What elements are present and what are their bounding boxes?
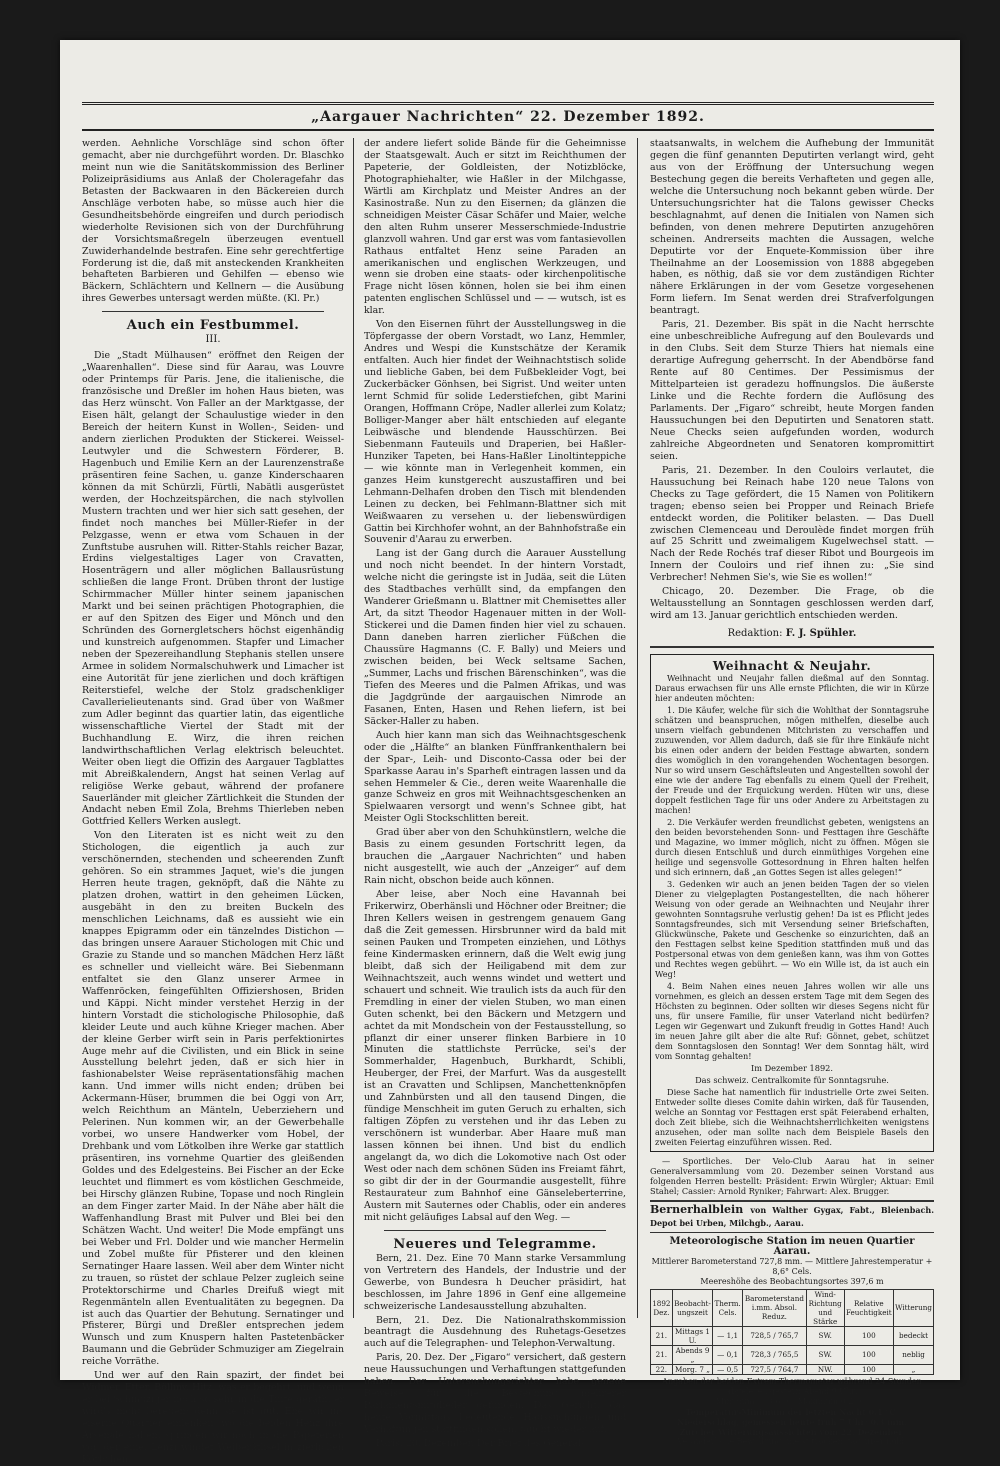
notice-remark: Diese Sache hat namentlich für industrielle Orte zwei Seiten. Entweder sollte dieses Comite dahin wirken, daß für Tausenden, welche an Sonntag vor Festtagen erst spät Feierabend erhalten, doch Zeit bliebe, sich die Weihnachtsherrlichkeiten wenigstens anzusehen, oder man sollte nach dem Beispiele Basels den zweiten Feiertag einzuführen wissen. Red. <box>655 1087 929 1148</box>
table-cell: neblig <box>894 1345 934 1364</box>
table-cell: — 1,1 <box>713 1326 743 1345</box>
table-row <box>651 1326 934 1345</box>
notice-date: Im Dezember 1892. <box>751 1063 833 1074</box>
column-rule-1 <box>353 138 354 1318</box>
advertisement <box>650 1200 934 1233</box>
divider <box>102 311 324 312</box>
table-cell: 728,5 / 765,7 <box>742 1326 806 1345</box>
table-cell: 100 <box>844 1345 893 1364</box>
table-cell: NW. <box>806 1364 844 1374</box>
telegram: Paris, 21. Dezember. Bis spät in die Nacht herrschte eine unbeschreibliche Aufregung auf den Boulevards und in den Clubs. Seit dem Sturze Thiers hat niemals eine derartige Aufregung geherrscht. In der Abendbörse fand Rente auf 80 Centimes. Der Pessimismus der Mittelparteien ist geradezu hoffnungslos. Die äußerste Linke und die Rechte fordern die Auflösung des Parlaments. Der „Figaro“ schreibt, heute Morgen fanden Haussuchungen bei den Deputirten und Senatoren statt. Neue Checks seien aufgefunden worden, wodurch zahlreiche Abgeordneten und Senatoren kompromittirt seien. <box>650 319 934 462</box>
table-cell: — 0,1 <box>713 1345 743 1364</box>
article-paragraph: Aber leise, aber Noch eine Havannah bei Frikerwirz, Oberhänsli und Höchner oder Breitner; die Ihren Kellers weisen in gestrengem genauem Gang daß die Zeit gemessen. Hirsbrunner wird da bald mit seinen Pauken und Trompeten einziehen, und Löthys feine Kindermasken erinnern, daß die Welt ewig jung bleibt, daß sich der Heiligabend mit dem zur Weihnachtszeit, auch wenns windet und wettert und schauert und schneit. Wie traulich ists da auch für den Fremdling in einer der vielen Stuben, wo man einen Guten schenkt, bei den Bäckern und Metzgern und achtet da mit Mondschein von der Festausstellung, so pflanzt dir einer unserer flinken Barbiere in 10 Minuten die stattlichste Perrücke, sei's der Sommerhalder, Hagenbuch, Burkhardt, Schibli, Heuberger, der Frei, der Marfurt. Was da ausgestellt ist an Cravatten und Schlipsen, Manchettenknöpfen und Zahnbürsten und all den tausend Dingen, die fündige Menschheit im guten Geruch zu erhalten, sich faltigen Zöpfen zu verstehen und ihr das Leben zu verschönern ist wunderbar. Aber Haare muß man lassen können bei ihnen. Und bist du endlich angelangt da, wo dich die Lokomotive nach Ost oder West oder nach dem schönen Süden ins Freiamt fährt, so gibt dir der in der Gourmandie ausgestellt, führe Restaurateur zum Bahnhof eine Gänseleberterrine, Austern mit Sauternes oder Chablis, oder ein anderes mit nicht geläufiges Labsal auf den Weg. — <box>364 889 626 1223</box>
notice-item: 2. Die Verkäufer werden freundlichst gebeten, wenigstens an den beiden bevorstehenden Sonn- und Festtagen ihre Geschäfte und Magazine, wo immer möglich, nicht zu öffnen. Mögen sie durch diesen Entschluß und durch einmüthiges Vorgehen eine heilige und segensvolle Gottesordnung in Ehren halten helfen und sich erinnern, daß „an Gottes Segen ist alles gelegen!“ <box>655 817 929 878</box>
weather-footnote: Angaben der beiden Extrem-Thermometer während 24 Stunden abgelesen gestern Abend 9 Uhr: <box>662 1376 922 1396</box>
table-cell: 22. <box>651 1364 673 1374</box>
notice-item: 3. Gedenken wir auch an jenen beiden Tagen der so vielen Diener zu vielgeplagten Postangestellten, die nach höherer Weisung von oder gerade an Weihnachten und Neujahr ihrer gewohnten Sonntagsruhe verlustig gehen! Da ist es Pflicht jedes Sonntagsfreundes, sich mit Versendung seiner Briefschaften, Glückwünsche, Pakete und Geschenke so einzurichten, daß an den Festtagen selbst keine Spedition stattfinden muß und das Postpersonal etwas von dem genießen kann, was ihm von Gottes und Rechtes wegen gebührt. — Wo ein Wille ist, da ist auch ein Weg! <box>655 879 929 980</box>
table-cell: 100 <box>844 1364 893 1374</box>
article-paragraph: Von den Eisernen führt der Ausstellungsweg in die Töpfergasse der obern Vorstadt, wo Lanz, Hemmler, Andres und Wespi die Kunstschätze der Keramik entfalten. Auch hier findet der Weihnachtstisch solide und liebliche Gaben, bei dem Fußbekleider Vogt, bei Zuckerbäcker Gönhsen, bei Sigrist. Und weiter unten lernt Schmid für solide Lederstiefchen, gibt Marini Orangen, Hoffmann Cröpe, Nadler allerlei zum Kolatz; Bolliger-Manger aber hält entschieden auf elegante Leibwäsche und blendende Hausschürzen. Bei Siebenmann Fauteuils und Draperien, bei Haßler-Hunziker Tapeten, bei Hans-Haßler Linoltinteppiche — wie könnte man in Verlegenheit kommen, ein ganzes Heim kunstgerecht auszustaffiren und bei Lehmann-Delhafen droben den Tisch mit blendenden Leinen zu decken, bei Fehlmann-Blattner sich mit Weißwaaren zu versehen u. der liebenswürdigen Gattin bei Kirchhofer wohnt, an der Bahnhofstraße ein Souvenir d'Aarau zu erwerben. <box>364 319 626 546</box>
table-row <box>651 1345 934 1364</box>
notice-intro: Weihnacht und Neujahr fallen dießmal auf den Sonntag. Daraus erwachsen für uns Alle ernste Pflichten, die wir in Kürze hier andeuten möchten: <box>655 673 929 704</box>
article-paragraph: Die „Stadt Mülhausen“ eröffnet den Reigen der „Waarenhallen“. Diese sind für Aarau, was Louvre oder Printemps für Paris. Jene, die italienische, die französische und Dreßler im hohen Haus bieten, was das Herz wünscht. Von Faller an der Marktgasse, der Eisen hält, gelangt der Schaulustige wieder in den Bereich der heitern Kunst in Wollen-, Seiden- und andern zierlichen Produkten der Stickerei. Weissel-Leutwyler und die Schwestern Förderer, B. Hagenbuch und Emilie Kern an der Laurenzenstraße präsentiren feine Sachen, u. ganze Kinderschaaren können da mit Schürzli, Fürtli, Nabätli ausgerüstet werden, der Hochzeitspärchen, die nach stylvollen Mustern trachten und wer hier sich satt gesehen, der findet noch manches bei Müller-Riefer in der Pelzgasse, wenn er etwa vom Schauen in der Zunftstube ausruhen will. Ritter-Stahls reicher Bazar, Erdins vielgestaltiges Lager von Cravatten, Hosenträgern und aller möglichen Ballausrüstung schließen die lange Front. Drüben thront der lustige Schirmmacher Müller hinter seinem japanischen Markt und bei seinen prächtigen Photographien, die er auf den Spitzen des Eiger und Mönch und den Schründen des Gornergletschers höchst eigenhändig und kunstreich aufgenommen. Stapfer und Limacher neben der Spezereihandlung Stephanis stellen unsere Armee in solidem Normalschuhwerk und Limacher ist eine Autorität für jene zierlichen und doch kräftigen Reiterstiefel, welche der Stolz gradschenkliger Cavallerielieutenants sind. Grad über von Waßmer zum Adler beginnt das quartier latin, das eigentliche wissenschaftliche Viertel der Stadt mit der Buchhandlung E. Wirz, die ihren reichen landwirthschaftlichen Verlag elektrisch beleuchtet. Weiter oben liegt die Offizin des Aargauer Tagblattes mit Abreißkalendern, Angst hat seinen Verlag auf religiöse Werke gebaut, während der profanere Sauerländer mit gleicher Zärtlichkeit die Stunden der Andacht neben Emil Zola, Brehms Thierleben neben Gottfried Kellers Werken auslegt. <box>82 350 344 828</box>
article-paragraph: Von den Literaten ist es nicht weit zu den Stichologen, die eigentlich ja auch zur verschönernden, stechenden und scheerenden Zunft gehören. So ein strammes Jaquet, wie's die jungen Herren heute tragen, geknöpft, daß die Nähte zu platzen drohen, wattirt in den geheimen Lücken, ausgebäht in den zu breiten Buckeln des menschlichen Leichnams, daß es aussieht wie ein knappes Epigramm oder ein tänzelndes Distichon — das bringen unsere Aarauer Stichologen mit Chic und Grazie zu Stande und so manchen Mädchen Herz läßt es schneller und vielleicht wäre. Bei Siebenmann entfaltet sie den Glanz unserer Armee in Waffenröcken, feingefühlten Offiziershosen, Briden und Käppi. Nicht minder verstehet Herzig in der hintern Vorstadt die stichologische Philosophie, daß kleider Leute und auch kühne Krieger machen. Aber der kleine Gerber wirft sein in Paris perfektionirtes Auge mehr auf die Civilisten, und ein Blick in seine Ausstellung belehrt jeden, daß er sich hier in fashionabelster Weise repräsentationsfähig machen kann. Und immer wills nicht enden; drüben bei Ackermann-Hüser, brummen die bei Oggi von Arr, welch Reichthum an Mänteln, Ueberziehern und Pelerinen. Nun kommen wir, an der Gewerbehalle vorbei, wo unsere Handwerker vom Hobel, der Drehbank und vom Lötkolben ihre Werke gar stattlich präsentiren, ins vornehme Quartier des gleißenden Goldes und des Edelgesteins. Bei Fischer an der Ecke leuchtet und flimmert es vom köstlichen Geschmeide, bei Hirschy glänzen Rubine, Topase und noch Ringlein an dem Finger zarter Maid. In der Nähe aber hält die Waffenhandlung Brast mit Pulver und Blei bei den Schätzen Wacht. Und weiter! Die Mode empfängt uns bei Weber und Frl. Dolder und wie mancher Hermelin und Zobel mußte für Pfisterer und den kleinen Sernatinger Haare lassen. Weil aber dem Winter nicht zu trauen, so rüstet der schlaue Pelzer zugleich seine Protektorschirme und Charles Dreifuß wiegt mit Regenmänteln allen Eventualitäten zu begegnen. Da ist auch das Quartier der Behutung. Sernatinger und Pfisterer, Bürgi und Dreßler entsprechen jedem Wunsch und zum Knuspern halten Pastetenbäcker Baumann und die Gebrüder Schmuziger am Ziegelrain reiche Vorräthe. <box>82 830 344 1368</box>
weather-title: Meteorologische Station im neuen Quartier Aarau. <box>669 1235 915 1257</box>
weather-report <box>650 1237 934 1447</box>
table-cell: Mittags 1 U. <box>672 1326 712 1345</box>
editor-label: Redaktion: <box>727 628 783 640</box>
notice-heading: Weihnacht & Neujahr. <box>712 659 872 674</box>
table-cell: SW. <box>806 1345 844 1364</box>
weather-line: Meereshöhe des Beobachtungsortes 397,6 m <box>700 1276 884 1286</box>
telegram: Bern, 21. Dez. Die Nationalrathskommission beantragt die Ausdehnung des Ruhetags-Gesetzes auch auf die Telegraphen- und Telephon-Verwaltung. <box>364 1314 626 1350</box>
notice-item: 4. Beim Nahen eines neuen Jahres wollen wir alle uns vornehmen, es gleich an dessen erstem Tage mit dem Segen des Höchsten zu beginnen. Oder sollten wir dieses Segens nicht für uns, für unsere Familie, für unser Vaterland nicht bedürfen? Legen wir Gegenwart und Zukunft freudig in Gottes Hand! Auch im neuen Jahre gilt aber die alte Ruf: Gönnet, gebet, schützet dem Sonntagslosen den Sonntag! Wer dem Sonntag hält, wird vom Sonntag gehalten! <box>655 981 929 1062</box>
telegram: Paris, 21. Dezember. In den Couloirs verlautet, die Haussuchung bei Reinach habe 120 neue Talons von Checks zu Tage gefördert, die 15 Namen von Politikern tragen; ebenso seien bei Propper und Reinach Briefe entdeckt worden, die Politiker belasten. — Das Duell zwischen Clemenceau und Deroulède findet morgen früh auf 25 Schritt und zweimaligem Kugelwechsel statt. — Nach der Rede Rochés traf dieser Ribot und Bourgeois im Innern der Couloirs und rief ihnen zu: „Sie sind Verbrecher! Nehmen Sie's, wie Sie es wollen!“ <box>650 464 934 584</box>
table-cell: 21. <box>651 1345 673 1364</box>
telegram: Paris, 20. Dez. Der „Figaro“ versichert, daß gestern neue Haussuchungen und Verhaftungen stattgefunden haben. Der Untersuchungsrichter habe genaue Beweise für die Bestechung mehrerer Parlamentsmitglieder gefunden. Das Gericht, das heute Vormittags bedeutende Haussuchungen und Verhaftungen stattfinden sollen, taucht wieder auf. <box>364 1352 626 1436</box>
telegram: Paris, 20. Dezember. Der Brief des General- <box>376 1438 585 1450</box>
column-2 <box>364 138 626 1450</box>
ad-details: von Walther Gygax, Fabt., Bleienbach. Depot bei Urben, Milchgb., Aarau. <box>650 1205 934 1229</box>
table-header-row <box>651 1289 934 1326</box>
weather-footnote: Temperatur-Minimum der letzten Nacht 0,1 °C. <box>685 1406 899 1417</box>
table-cell: 100 <box>844 1326 893 1345</box>
table-header: Therm. Cels. <box>713 1289 743 1326</box>
table-header: Barometerstand i.mm. Absol. Reduz. <box>742 1289 806 1326</box>
weather-footnote: Veränderliche Bewölkung, meist trocken, tagsüber mild. <box>677 1436 907 1446</box>
telegram: staatsanwalts, in welchem die Aufhebung der Immunität gegen die fünf genannten Deputirten verlangt wird, geht aus von der Eröffnung der Untersuchung wegen Bestechung gegen die bereits Verhafteten und gegen alle, welche die Untersuchung noch bekannt geben würde. Der Untersuchungsrichter hat die Talons gewisser Checks beschlagnahmt, auf denen die Initialen von Namen sich befinden, von denen mehrere Deputirten anzugehören scheinen. Andrerseits machten die Aussagen, welche Deputirte vor der Enquete-Kommission über ihre Theilnahme an der Loosemission von 1888 abgegeben haben, es nöthig, daß sie vor dem zuständigen Richter nähere Erklärungen in der vom Gesetze vorgesehenen Form liefern. Im Senat werden drei Strafverfolgungen beantragt. <box>650 138 934 317</box>
article-paragraph: Und wer auf den Rain spazirt, der findet bei Widmer, Etter, Böllmy, Hitz, was er begehrt, und wenn er bei Schmuziger noch so sehr in die Tinte geräth, er wird's nicht bereuen; denn sie ist gut. Ehe wir ins eiserne Quartier einlenken, wo die beiden Henz ihre Arsenale haben, springen wir noch in die Papeterien vor, der eine, Lenzi windet Weiberäthsel in zierlichen Körbchen, <box>82 1370 344 1465</box>
notice-signature: Das schweiz. Centralkomite für Sonntagsruhe. <box>695 1075 889 1086</box>
table-cell: 727,5 / 764,7 <box>742 1364 806 1374</box>
table-cell: 21. <box>651 1326 673 1345</box>
table-header: Wind-Richtung und Stärke <box>806 1289 844 1326</box>
table-header: 1892 Dez. <box>651 1289 673 1326</box>
divider <box>384 1230 606 1231</box>
column-1 <box>82 138 344 1465</box>
article-heading: Auch ein Festbummel. <box>126 318 300 334</box>
table-cell: Abends 9 „ <box>672 1345 712 1364</box>
editor-name: F. J. Spühler. <box>785 628 857 640</box>
table-cell: bedeckt <box>894 1326 934 1345</box>
table-cell: — 0,5 <box>713 1364 743 1374</box>
article-subheading: III. <box>205 334 221 346</box>
ad-title: Bernerhalblein <box>650 1203 744 1217</box>
masthead-title: „Aargauer Nachrichten“ 22. Dezember 1892. <box>311 109 705 125</box>
telegram: Chicago, 20. Dezember. Die Frage, ob die Weltausstellung an Sonntagen geschlossen werden darf, wird am 13. Januar gerichtlich entschieden werden. <box>650 586 934 622</box>
telegram: Bern, 21. Dez. Eine 70 Mann starke Versammlung von Vertretern des Handels, der Industrie und der Gewerbe, von Bundesra h Deucher präsidirt, hat beschlossen, im Jahre 1896 in Genf eine allgemeine schweizerische Landesausstellung abzuhalten. <box>364 1252 626 1312</box>
notice-item: 1. Die Käufer, welche für sich die Wohlthat der Sonntagsruhe schätzen und beanspruchen, mögen mithelfen, dieselbe auch unsern vielfach gebundenen Mitchristen zu verschaffen und zuzuwenden, vor Allem dadurch, daß sie für ihre Einkäufe nicht bis einen oder andern der beiden Festtage abwarten, sondern dies womöglich in den vorangehenden Wochentagen besorgen. Nur so wird unsern Geschäftsleuten und Angestellten sowohl der eine wie der andere Tag ebenfalls zu einem Quell der Freiheit, der Freude und der Erquickung werden. Hüten wir uns, diese doppelt festlichen Tage für uns oder Andere zu Arbeitstagen zu machen! <box>655 705 929 816</box>
newspaper-page <box>60 40 960 1465</box>
table-header: Beobacht-ungszeit <box>672 1289 712 1326</box>
weather-line: Mittlerer Barometerstand 727,8 mm. — Mittlere Jahrestemperatur + 8,6° Cels. <box>651 1256 933 1276</box>
telegrams-heading: Neueres und Telegramme. <box>393 1236 597 1252</box>
column-3 <box>650 138 934 1446</box>
article-paragraph: der andere liefert solide Bände für die Geheimnisse der Staatsgewalt. Auch er sitzt im Reichthumen der Papeterie, der Goldleisten, der Notizblöcke, Photographiehalter, wie Haßler in der Milchgasse, Wärtli am Kirchplatz und Meister Andres an der Kasinostraße. Nun zu den Eisernen; da glänzen die schneidigen Meister Cäsar Schäfer und Maier, welche den alten Ruhm unserer Messerschmiede-Industrie glanzvoll wahren. Und gar erst was vom fantasievollen Rathaus entfaltet Henz seine Paraden an amerikanischen und englischen Werkzeugen, und wenn sie droben eine staats- oder kirchenpolitische Frage nicht lösen können, holen sie bei ihm einen patenten englischen Schlüssel und — — wutsch, ist es klar. <box>364 138 626 317</box>
column-rule-2 <box>637 138 638 1318</box>
article-paragraph: Auch hier kann man sich das Weihnachtsgeschenk oder die „Hälfte“ an blanken Fünffrankenthalern bei der Spar-, Leih- und Disconto-Cassa oder bei der Sparkasse Aarau in's Sparheft eintragen lassen und da sehen Hemmeler & Cie., deren weite Waarenhalle die ganze Schweiz en gros mit Weihnachtsgeschenken an Spielwaaren versorgt und wenn's Schnee gibt, hat Meister Ogli Stockschlitten bereit. <box>364 729 626 825</box>
article-continuation: werden. Aehnliche Vorschläge sind schon öfter gemacht, aber nie durchgeführt worden. Dr. Blaschko meint nun wie die Sanitätskommission des Berliner Polizeipräsidiums aus Anlaß der Choleragefahr das Betasten der Backwaaren in den Bäckereien durch Anschläge verboten habe, so müsse auch hier die Gesundheitsbehörde eingreifen und durch periodisch wiederholte Revisionen sich von der Durchführung der Vorsichtsmaßregeln überzeugen eventuell Zuwiderhandelnde bestrafen. Eine sehr gerechtfertige Forderung ist die, daß mit ansteckenden Krankheiten behafteten Barbieren und Gehilfen — ebenso wie Bäckern, Schlächtern und Kellnern — die Ausübung ihres Gewerbes untersagt werden müßte. (Kl. Pr.) <box>82 138 344 305</box>
table-cell: SW. <box>806 1326 844 1345</box>
table-header: Witterung <box>894 1289 934 1326</box>
weather-footnote: Minimum — 3,6 °C. Maximum 0,2 °C. <box>715 1396 869 1406</box>
weather-footnote: Niederschlag, gemessen heute früh 7 Uhr: 0,3 mm. <box>677 1416 907 1427</box>
weather-table <box>650 1289 934 1375</box>
article-paragraph: Lang ist der Gang durch die Aarauer Ausstellung und noch nicht beendet. In der hintern Vorstadt, welche nicht die geringste ist in Judäa, seit die Lüten des Stadtbaches verhüllt sind, da empfangen den Wanderer Grießmann u. Blattner mit Chemisettes aller Art, da sitzt Theodor Hagenauer mitten in der Woll-Stickerei und die Damen finden hier viel zu schauen. Dann daneben harren zierlicher Füßchen die Chaussüre Hagmanns (C. F. Bally) und Meiers und zwischen beiden, bei Weck seltsame Sachen, „Summer, Lachs und frischen Bärenschinken“, was die Tiefen des Meeres und die Palmen Afrikas, und was die Jagdgründe der aargauischen Nimrode an Fasanen, Enten, Hasen und Rehen liefern, ist bei Säcker-Haller zu haben. <box>364 548 626 727</box>
article-paragraph: Grad über aber von den Schuhkünstlern, welche die Basis zu einem gesunden Fortschritt legen, da brauchen die „Aargauer Nachrichten“ und haben nicht ausgestellt, wie auch der „Anzeiger“ auf dem Rain nicht, obschon beide auch können. <box>364 827 626 887</box>
editor-line <box>650 628 934 640</box>
weather-footnote: Zürcher Witterungsaussichten vom 22. Dezember. <box>679 1426 905 1437</box>
sunday-rest-notice <box>650 654 934 1152</box>
table-cell: 728,3 / 765,5 <box>742 1345 806 1364</box>
table-cell: Morg. 7 „ <box>672 1364 712 1374</box>
table-header: Relative Feuchtigkeit <box>844 1289 893 1326</box>
masthead <box>82 102 934 131</box>
table-row <box>651 1364 934 1374</box>
sport-news: — Sportliches. Der Velo-Club Aarau hat in seiner Generalversammlung vom 20. Dezember seinen Vorstand aus folgenden Herren bestellt: Präsident: Erwin Würgler; Aktuar: Emil Stahel; Cassier: Arnold Ryniker; Fahrwart: Alex. Brugger. <box>650 1156 934 1197</box>
table-cell: „ <box>894 1364 934 1374</box>
divider <box>650 646 934 648</box>
